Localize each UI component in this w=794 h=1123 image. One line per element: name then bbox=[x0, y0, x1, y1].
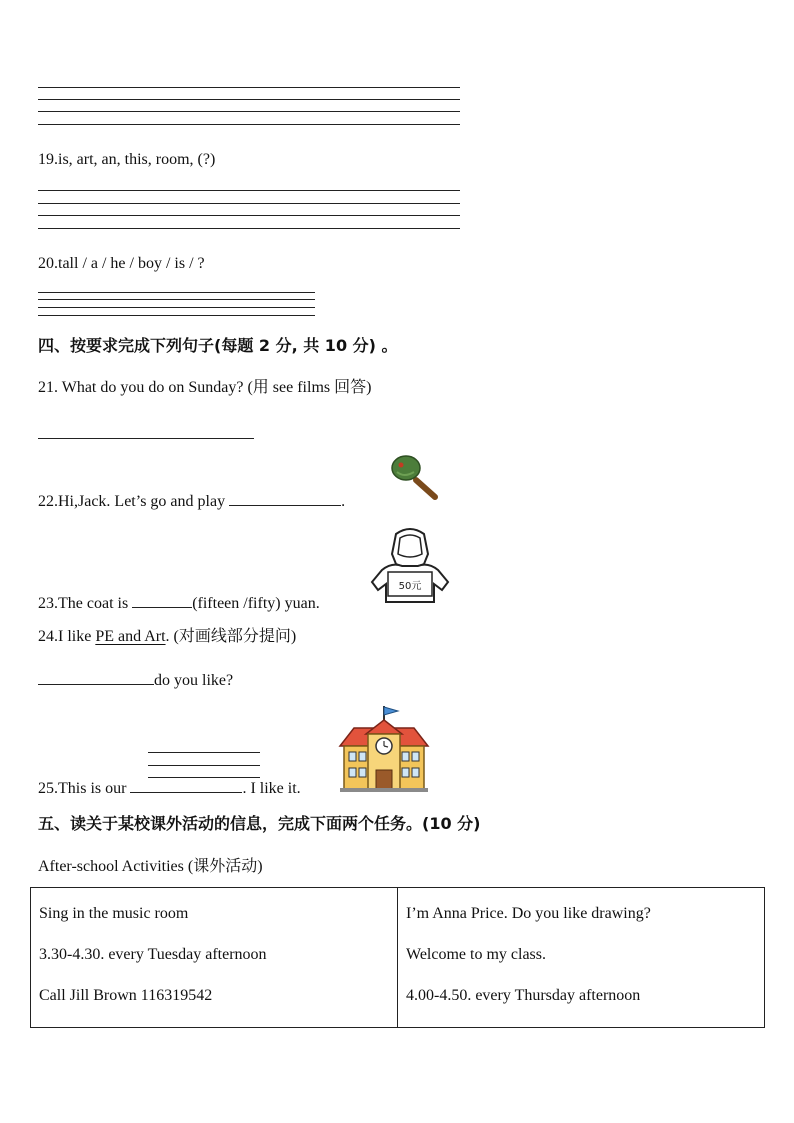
activity-card-left bbox=[31, 888, 398, 1028]
question-21-prompt: 21. What do you do on Sunday? (用 see films 回答) bbox=[38, 379, 372, 396]
question-24-answer bbox=[38, 669, 233, 691]
question-24-suffix: . (对画线部分提问) bbox=[165, 628, 297, 645]
answer-line[interactable] bbox=[38, 228, 460, 229]
question-22-prompt bbox=[38, 490, 345, 512]
question-19-prompt: 19.is, art, an, this, room, (?) bbox=[38, 151, 216, 168]
answer-line[interactable] bbox=[148, 752, 260, 753]
answer-blank[interactable] bbox=[38, 669, 154, 685]
question-23-text-b: (fifteen /fifty) yuan. bbox=[192, 595, 320, 612]
question-20-prompt: 20.tall / a / he / boy / is / ? bbox=[38, 255, 205, 272]
question-24-prompt bbox=[38, 627, 296, 647]
question-25-prompt bbox=[38, 777, 301, 799]
question-23-text-a: 23.The coat is bbox=[38, 595, 133, 612]
answer-line[interactable] bbox=[38, 87, 460, 88]
activity-left-line: Call Jill Brown 116319542 bbox=[39, 987, 213, 1004]
section-4-title: 四、按要求完成下列句子(每题 2 分, 共 10 分) 。 bbox=[38, 336, 398, 355]
coat-icon bbox=[362, 524, 458, 608]
table-row bbox=[31, 888, 765, 1028]
answer-line[interactable] bbox=[38, 190, 460, 191]
question-22-end: . bbox=[341, 493, 346, 510]
answer-line[interactable] bbox=[38, 438, 254, 439]
question-24-prefix: 24.I like bbox=[38, 628, 96, 645]
price-tag-label: 50元 bbox=[398, 581, 422, 592]
activity-card-right bbox=[398, 888, 765, 1028]
answer-blank[interactable] bbox=[229, 490, 341, 506]
question-25-suffix: . I like it. bbox=[242, 780, 301, 797]
question-25-prefix: 25.This is our bbox=[38, 780, 131, 797]
ping-pong-paddle-icon bbox=[390, 452, 442, 502]
answer-line[interactable] bbox=[38, 299, 315, 300]
answer-line[interactable] bbox=[38, 215, 460, 216]
answer-line[interactable] bbox=[38, 111, 460, 112]
activities-caption: After-school Activities (课外活动) bbox=[38, 858, 263, 875]
activity-left-line: 3.30-4.30. every Tuesday afternoon bbox=[39, 946, 267, 963]
school-building-icon bbox=[336, 704, 432, 794]
activity-right-line: Welcome to my class. bbox=[406, 946, 547, 963]
activity-right-line: 4.00-4.50. every Thursday afternoon bbox=[406, 987, 641, 1004]
answer-line[interactable] bbox=[38, 292, 315, 293]
activity-right-line: I’m Anna Price. Do you like drawing? bbox=[406, 905, 651, 922]
activities-table bbox=[30, 887, 765, 1028]
answer-line[interactable] bbox=[38, 203, 460, 204]
question-24-underlined: PE and Art bbox=[95, 628, 166, 645]
answer-line[interactable] bbox=[148, 765, 260, 766]
answer-line[interactable] bbox=[38, 315, 315, 316]
answer-line[interactable] bbox=[38, 307, 315, 308]
answer-blank[interactable] bbox=[130, 777, 242, 793]
answer-line[interactable] bbox=[38, 124, 460, 125]
activity-left-line: Sing in the music room bbox=[39, 905, 189, 922]
question-22-text: 22.Hi,Jack. Let’s go and play bbox=[38, 493, 230, 510]
section-5-title: 五、读关于某校课外活动的信息，完成下面两个任务。(10 分) bbox=[38, 814, 481, 833]
answer-line[interactable] bbox=[38, 99, 460, 100]
answer-blank[interactable] bbox=[132, 592, 192, 608]
question-24-answer-suffix: do you like? bbox=[154, 672, 234, 689]
question-23-prompt bbox=[38, 592, 320, 614]
